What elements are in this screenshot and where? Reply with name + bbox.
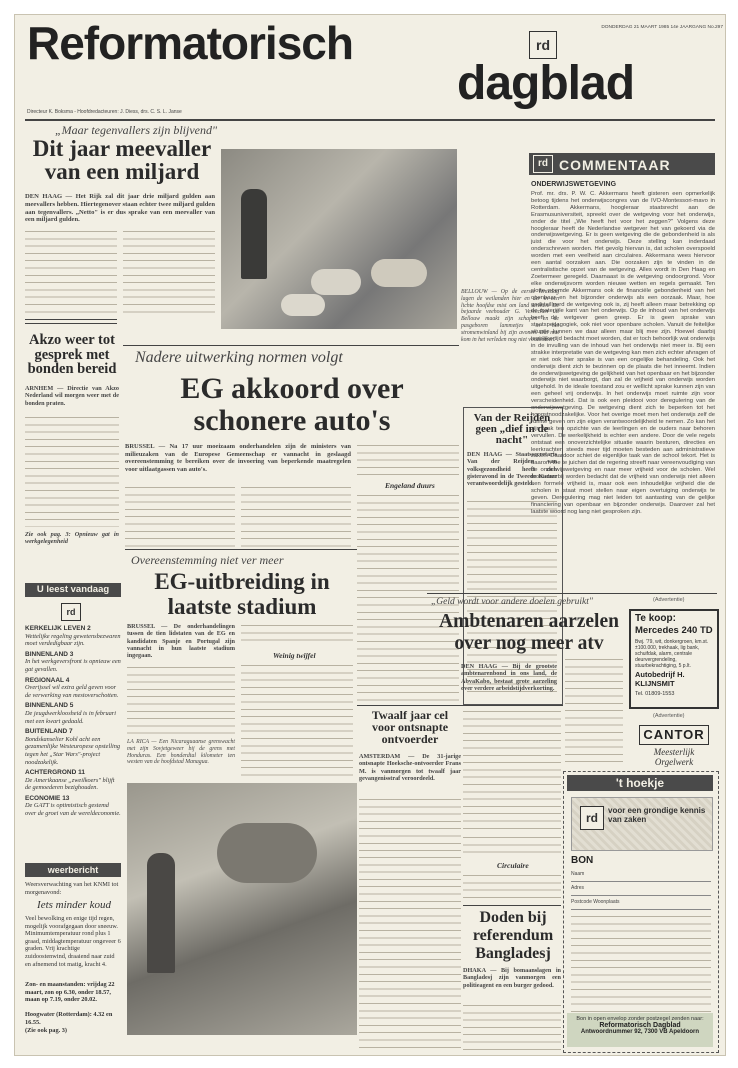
rica-caption: LA RICA — Een Nicaraguaanse grenswacht met zijn Sovjetgeweer bij de grens met Honduras. Een honderdtal kilometer ten westen van de hoofdstad Managua. bbox=[127, 739, 235, 766]
twaalf-dateline: AMSTERDAM — De 31-jarige ontsnapte Hoeksche-ontvoerder Frans M. is vanmorgen tot twaalf jaar gevangenisstraf veroordeeld. bbox=[359, 753, 461, 782]
soldier-figure bbox=[147, 853, 175, 973]
reijden-headline: Van der Reijden geen „dief in de nacht" bbox=[473, 412, 551, 446]
rd-logo: rd bbox=[580, 806, 604, 830]
cantor-ad[interactable] bbox=[633, 725, 713, 765]
weer-subhead: Iets minder koud bbox=[37, 899, 111, 911]
lead-kicker: „Maar tegenvallers zijn blijvend" bbox=[55, 123, 218, 137]
mercedes-text: Bwj. '79, wit, donkergroen, km.st. ±100.000, trekhaak, lig bank, schuifdak, alarm, centrale deurvergrendeling, stuurbekrachtiging, 5 p.lt. bbox=[635, 639, 709, 669]
commentaar-label: COMMENTAAR bbox=[559, 157, 671, 173]
eg-auto-headline: EG akkoord over schonere auto's bbox=[180, 372, 404, 437]
agenda-item[interactable]: BINNENLAND 3 In het werkgeversfront is opnieuw een gat gevallen. bbox=[25, 650, 121, 673]
mercedes-ad[interactable] bbox=[629, 609, 719, 709]
lead-photo-sheep bbox=[221, 149, 457, 329]
credits-line: Directeur K. Boksma - Hoofdredacteuren: J. Diess, drs. C. S. L. Janse bbox=[27, 109, 182, 115]
weer-intro: Weersverwachting van het KNMI tot morgenavond: bbox=[25, 881, 119, 896]
masthead-rule bbox=[25, 119, 715, 121]
weer-more: (Zie ook pag. 3) bbox=[25, 1027, 67, 1034]
bon-form bbox=[571, 871, 711, 1014]
weer-tide: Hoogwater (Rotterdam): 4.32 en 16.55. bbox=[25, 1011, 113, 1026]
referendum-headline: Doden bij referendum Bangladesj bbox=[472, 909, 554, 962]
farmer-figure bbox=[241, 189, 267, 279]
agenda-header: U leest vandaag bbox=[25, 583, 121, 597]
akzo-headline: Akzo weer tot gesprek met bonden bereid bbox=[27, 332, 117, 377]
eg-auto-intro: BRUSSEL — Na 17 uur moeizaam onderhandelen zijn de ministers van milieuzaken van de Europese Gemeenschap er vannacht in geslaagd overeenstemming te bereiken over de invoering van beperkende maatregelen voor uitlaatgassen van auto's. bbox=[125, 443, 351, 474]
masthead-title: Reformatorisch bbox=[27, 17, 353, 69]
weer-header: weerbericht bbox=[25, 863, 121, 877]
eg-auto-kicker: Nadere uitwerking normen volgt bbox=[135, 349, 343, 366]
hoekje-slogan: voor een grondige kennis van zaken bbox=[608, 806, 706, 824]
referendum-dateline: DHAKA — Bij bomaanslagen in Bangladesj zijn vanmorgen een politieagent en een burger gedood. bbox=[463, 967, 561, 989]
mercedes-model: Mercedes 240 TD bbox=[635, 625, 713, 636]
bon-field[interactable]: Naam bbox=[571, 871, 711, 882]
agenda-item[interactable]: BINNENLAND 5 De jeugdwerkloosheid is in februari met een kwart gedaald. bbox=[25, 702, 116, 725]
ad-label: (Advertentie) bbox=[653, 713, 685, 719]
lead-body-col2 bbox=[123, 229, 215, 313]
lead-body-col1 bbox=[25, 229, 117, 313]
eg-auto-subhead: Engeland duurs bbox=[385, 481, 435, 490]
lead-intro: DEN HAAG — Het Rijk zal dit jaar drie miljard gulden aan meevallers hebben. Hiertegenover staan echter twee miljard gulden aan tegenvallers. „Netto" is er dus sprake van een meevaller van een miljard gulden. bbox=[25, 193, 215, 224]
cantor-tagline: Meesterlijk Orgelwerk bbox=[653, 747, 695, 767]
lead-headline: Dit jaar meevaller van een miljard bbox=[32, 136, 212, 184]
reijden-dateline: DEN HAAG — Staatssecretaris Van der Reijden van volksgezondheid heeft zich gisteravond in de Tweede Kamer verantwoordelijk gesteld. bbox=[467, 451, 557, 488]
commentaar-text: Prof. mr. drs. P. W. C. Akkermans heeft gisteren een opmerkelijk betoog tijdens het onderwijscongres van de IVO-Montessori-mavo in Rotterdam. Akkermans, hoogleraar staatsrecht aan de Erasmusuniversiteit, spreekt over de wetgeving voor het onderwijs, onder de titel „Wie heeft het voor het zeggen?" Volgens deze hoogleraar heeft de Nederlandse wetgever het van gekoerd via de onderwijswetgeving. Er is geen wetgeving die de gebondenheid is als juist die voor het onderwijs. Deze stelling kan inderdaad onderschreven worden. Het gevolg hiervan is, dat scholen overspoeld worden met een veelheid aan circulaires. Akkermans wees hiervoor een aantal oorzaken aan. Die oorzaken zijn te vinden in de centralistische opzet van de wetgeving. Alles wordt in Den Haag en Zoetermeer geregeld. Daarnaast is de wetgeving ondoorgrond. Voor elke onderwijsvorm worden nieuwe wetten en regels gemaakt. Ten slotte noemde Akkermans ook de financiële gebondenheid van het openbaar en het bijzonder onderwijs als een oorzaak. Maar, hoe gedetailleerd de wetgeving ook is, zij heeft alleen maar betrekking op de materiële kant van het onderwijs. Op de inhoud van het onderwijs heeft de wetgever geen greep. Er is geen sprake van staatspedagogiek, ook niet voor openbare scholen. Vanuit de feitelijke situatie kunnen we daar alleen maar blij mee zijn. Hoewel daarbij tegelijkertijd bedacht moet worden, dat er toch behoorlijk wat onderwijs in de invulling van de inhoud van het onderwijs niet meer is. Bij een strakke interpretatie van de wetgeving kan men zich echter afvragen of er niet ook hier sprake is van een ongelijke behandeling. Ook het onderwijs dient zich te bezinnen op de plaats die het inneemt. Indien de onderwijswetgeving de gelijkheid van het openbaar en het bijzonder onderwijs niet waarborgt, dan zal de vrijheid van onderwijs worden uitgehold. In de ideale toestand zou er wellicht sprake kunnen zijn van een geheel vrij onderwijs. In het onderwijs moet ruimte zijn voor verscheidenheid. Dat is ook een pleidooi voor deregulering van de onderwijswetgeving. De wetgeving dient zich te beperken tot het hoogstnoodzakelijke. Voor het overige moet men het onderwijs zelf de ruimte geven om zijn eigen verantwoordelijkheid te nemen. Zo kan het zijn taak ten opzichte van de leerlingen en de ouders naar behoren vervullen. De werkelijkheid is echter een andere. Door de vele regels ontstaat een onoverzichtelijke situatie waarin besturen, directies en leerkrachten steeds meer tijd moeten besteden aan administratieve zaken. Daardoor schiet de eigenlijke taak van de school tekort. Het is daarom toe te juichen dat de regering streeft naar vereenvoudiging van de onderwijswetgeving en naar meer vrijheid voor de scholen. Wel moet daarbij worden bedacht dat de vrijheid van onderwijs niet alleen een formele vrijheid is, maar ook een inhoudelijke vrijheid die de scholen in staat moet stellen naar eigen overtuiging onderwijs te geven. Deregulering mag niet leiden tot aantasting van de gelijke financiering van openbaar en bijzonder onderwijs. Daarover zal het laatste woord nog lang niet gesproken zijn. bbox=[531, 191, 715, 515]
commentaar-section: ONDERWIJSWETGEVING bbox=[531, 181, 617, 188]
weer-sun: Zon- en maanstanden: vrijdag 22 maart, zon op 6.30, onder 18.57, maan op 7.19, onder 20.02. bbox=[25, 981, 115, 1004]
dealer-name: Autobedrijf H. KLIJNSMIT bbox=[635, 670, 685, 688]
bon-field[interactable]: Postcode Woonplaats bbox=[571, 899, 711, 910]
eg-stadium-headline: EG-uitbreiding in laatste stadium bbox=[154, 569, 330, 619]
weer-forecast: Veel bewolking en enige tijd regen, mogelijk voorafgegaan door sneeuw. Minimumtemperatuur rond plus 1 graad, middagtemperatuur ongeveer 6 graden. Vrij krachtige zuidoostenwind, draaiend naar zuid en afnemend tot matig, kracht 4. bbox=[25, 915, 121, 968]
hoekje-illustration bbox=[571, 797, 713, 851]
horse-shape bbox=[217, 823, 317, 883]
bon-options bbox=[571, 914, 711, 1014]
dateline: DONDERDAG 21 MAART 1985 14e JAARGANG No.297 bbox=[601, 25, 723, 30]
akzo-body bbox=[25, 415, 119, 527]
newspaper-page bbox=[14, 14, 726, 1056]
agenda-list bbox=[25, 625, 121, 821]
agenda-item[interactable]: ECONOMIE 13 De GATT is optimistisch gestemd over de groei van de wereldeconomie. bbox=[25, 794, 121, 818]
eg-stadium-intro: BRUSSEL — De onderhandelingen tussen de tien lidstaten van de EG en kandidaten Spanje en Portugal zijn vannacht in hun laatste stadium ingegaan. bbox=[127, 623, 235, 660]
masthead-subtitle: dagblad bbox=[457, 57, 635, 110]
ad-label: (Advertentie) bbox=[653, 597, 685, 603]
bon-field[interactable]: Adres bbox=[571, 885, 711, 896]
bon-antwoord: Antwoordnummer 92, 7300 VB Apeldoorn bbox=[580, 1029, 700, 1035]
ambtenaren-kicker: „Geld wordt voor andere doelen gebruikt" bbox=[431, 597, 593, 607]
commentaar-header bbox=[529, 153, 715, 175]
twaalf-headline: Twaalf jaar cel voor ontsnapte ontvoerder bbox=[371, 708, 449, 746]
ambtenaren-subhead: Circulaire bbox=[497, 861, 529, 870]
photo-caption: BELLOUW — Op de eerste lentedag lagen de weilanden hier en der in een lichte hoofdse mist om land streken. De bejaarde veehouder G. Vereecken uit Bellouw maakt zijn schapen en de pasgeboren lammetjes in het stromenwinland bij zijn avonen. Dat mat kom in het verleden nog niet voorkomen. bbox=[461, 289, 559, 343]
agenda-item[interactable]: REGIONAAL 4 Overijssel wil extra geld geven voor de verwerking van mestoverschotten. bbox=[25, 676, 119, 699]
eg-stadium-kicker: Overeenstemming niet ver meer bbox=[131, 553, 284, 567]
sheep-shape bbox=[371, 259, 427, 287]
hoekje-header: 't hoekje bbox=[567, 775, 713, 791]
ambtenaren-headline: Ambtenaren aarzelen over nog meer atv bbox=[439, 611, 619, 654]
bon-footer-text: Bon in open envelop zonder postzegel zenden naar: bbox=[576, 1016, 704, 1022]
rd-logo: rd bbox=[61, 603, 81, 621]
agenda-item[interactable]: BUITENLAND 7 Bondskanselier Kohl acht een gezamenlijke Westeuropese opstelling tegen het „Star Wars"-project noodzakelijk. bbox=[25, 728, 121, 766]
bon-title: BON bbox=[571, 855, 594, 866]
dealer-phone: Tel. 01809-1553 bbox=[635, 691, 675, 697]
ambtenaren-intro: DEN HAAG — Bij de grootste ambtenarenbond in ons land, de AbvaKabo, bestaat grote aarzeling over verdere arbeidstijdverkorting. bbox=[461, 663, 557, 692]
rd-logo: rd bbox=[533, 155, 553, 173]
sheep-shape bbox=[311, 269, 361, 295]
bon-address: Reformatorisch Dagblad bbox=[599, 1022, 681, 1029]
cantor-logo: CANTOR bbox=[639, 725, 709, 745]
nicaragua-photo bbox=[127, 783, 357, 1035]
agenda-item[interactable]: KERKELIJK LEVEN 2 Wettelijke regeling gewetensbezwaren moet verdedigbaar zijn. bbox=[25, 625, 121, 648]
mercedes-title: Te koop: bbox=[635, 613, 676, 624]
agenda-item[interactable]: ACHTERGROND 11 De Amerikaanse „zweilkoers" blijft de gemoederen bezighouden. bbox=[25, 769, 115, 792]
rd-logo: rd bbox=[529, 31, 557, 59]
akzo-more: Zie ook pag. 3: Opnieuw gat in werkgelegenheid bbox=[25, 531, 119, 546]
bon-footer bbox=[567, 1013, 713, 1047]
sheep-shape bbox=[281, 294, 325, 316]
akzo-dateline: ARNHEM — Directie van Akzo Nederland wil morgen weer met de bonden praten. bbox=[25, 385, 119, 407]
eg-stadium-subhead: Weinig twijfel bbox=[273, 651, 316, 660]
